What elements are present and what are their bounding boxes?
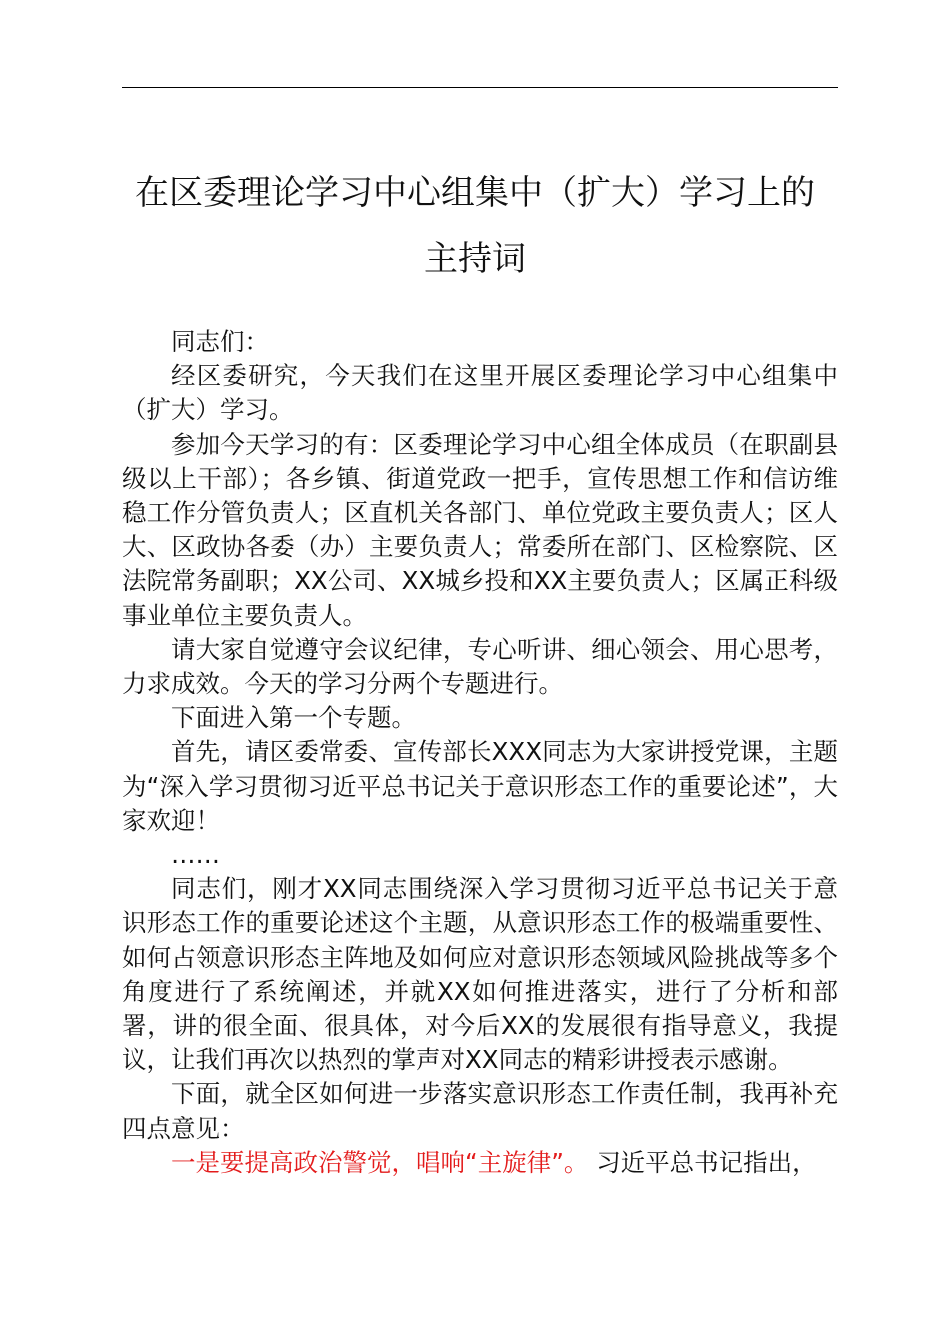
point-one-text: 习近平总书记指出，: [596, 1147, 817, 1177]
paragraph-salutation: 同志们：: [171, 327, 269, 356]
title-line-2: 主持词: [424, 239, 526, 279]
paragraph-discipline: 请大家自觉遵守会议纪律，专心听讲、细心领会、用心思考，力求成效。今天的学习分两个专题进行。: [122, 634, 838, 699]
paragraph-first-topic: 下面进入第一个专题。: [171, 703, 416, 733]
paragraph-intro: 经区委研究，今天我们在这里开展区委理论学习中心组集中（扩大）学习。: [122, 361, 838, 425]
paragraph-ellipsis: ……: [171, 840, 220, 870]
paragraph-lecture-intro: 首先，请区委常委、宣传部长XXX同志为大家讲授党课，主题为“深入学习贯彻习近平总书记关于意识形态工作的重要论述”，大家欢迎！: [122, 737, 838, 835]
paragraph-attendees: 参加今天学习的有：区委理论学习中心组全体成员（在职副县级以上干部）；各乡镇、街道党政一把手，宣传思想工作和信访维稳工作分管负责人；区直机关各部门、单位党政主要负责人；区人大、区政协各委（办）主要负责人；常委所在部门、区检察院、区法院常务副职；XX公司、XX城乡投和XX主要负责人；区属正科级事业单位主要负责人。: [122, 429, 838, 630]
paragraph-four-points: 下面，就全区如何进一步落实意识形态工作责任制，我再补充四点意见：: [122, 1079, 838, 1143]
paragraph-point-one: [122, 1146, 838, 1180]
point-one-heading: 一是要提高政治警觉，唱响“主旋律”。: [171, 1147, 589, 1177]
header-rule: [122, 87, 838, 88]
document-body: [122, 325, 838, 1180]
document-title: [100, 160, 850, 292]
title-line-1: 在区委理论学习中心组集中（扩大）学习上的: [135, 173, 815, 213]
paragraph-summary: 同志们，刚才XX同志围绕深入学习贯彻习近平总书记关于意识形态工作的重要论述这个主题，从意识形态工作的极端重要性、如何占领意识形态主阵地及如何应对意识形态领域风险挑战等多个角度进行了系统阐述，并就XX如何推进落实，进行了分析和部署，讲的很全面、很具体，对今后XX的发展很有指导意义，我提议，让我们再次以热烈的掌声对XX同志的精彩讲授表示感谢。: [122, 874, 838, 1075]
